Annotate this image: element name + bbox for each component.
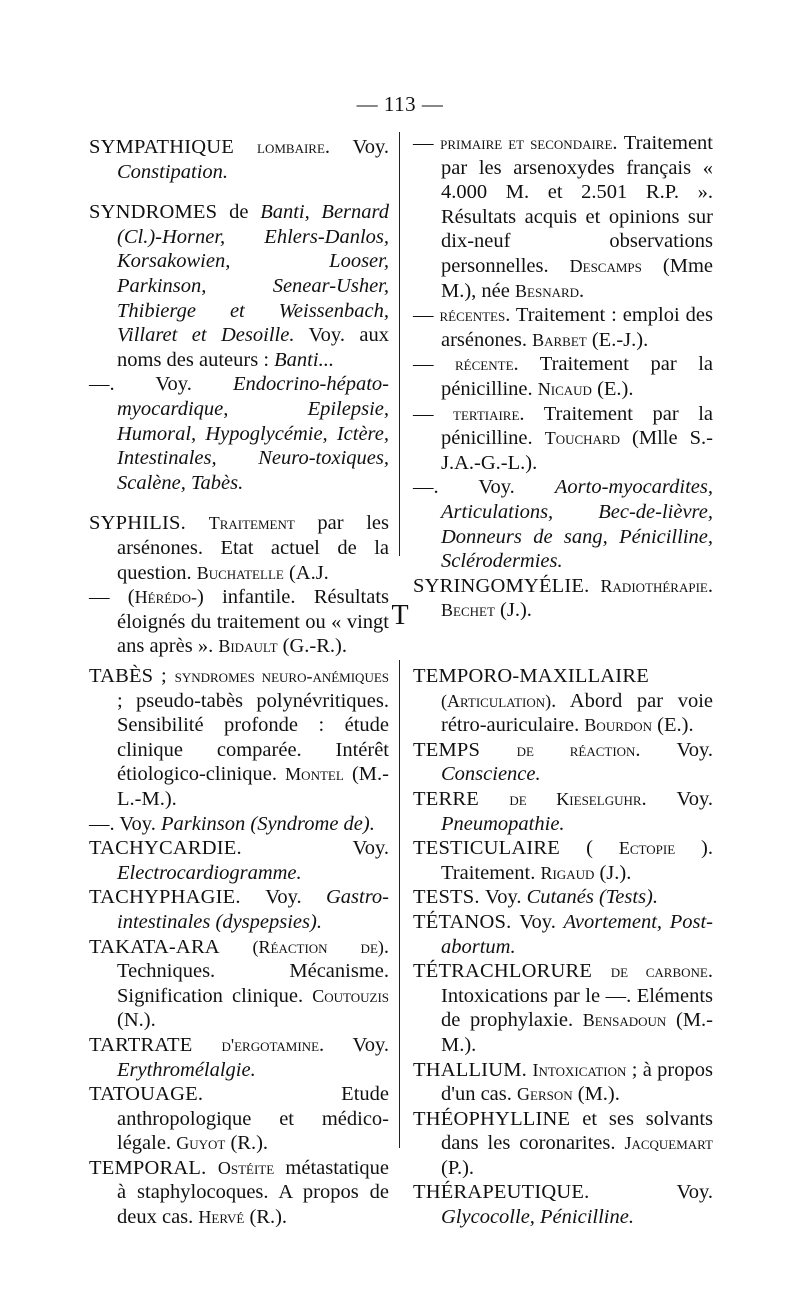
entry-text: . Voy. — [635, 738, 713, 761]
entry-text: . — [707, 574, 713, 597]
entry-italic: Banti, Bernard (Cl.)-Horner, Ehlers-Danlos, Korsakowien, Looser, Parkinson, Senear-Usher, Thibierge et Weissenbach, Villaret et Desoille. — [117, 201, 389, 347]
entry-italic: Banti... — [274, 348, 334, 371]
entry-small-caps: Intoxication — [532, 1059, 627, 1080]
entry-italic: Cutanés (Tests). — [526, 886, 658, 909]
index-entry-temporo — [413, 664, 713, 738]
entry-text: — — [413, 402, 454, 425]
entry-text: Etude anthropologique et médico-légale. — [117, 1083, 389, 1155]
entry-small-caps: Nicaud — [537, 378, 592, 399]
entry-text: ; pseudo-tabès polynévritiques. Sensibilité profonde : étude clinique comparée. Intérêt étiologico-clinique. — [117, 689, 389, 786]
page-number: — 113 — — [356, 92, 444, 116]
entry-text: (E.). — [652, 714, 694, 737]
entry-headword: TAKATA-ARA — [89, 935, 253, 958]
entry-small-caps: (Articulation) — [441, 690, 552, 711]
entry-text: et ses solvants dans les coronarites. — [441, 1107, 713, 1155]
entry-text: (N.). — [117, 1009, 156, 1032]
entry-italic: Electrocardiogramme. — [117, 861, 302, 884]
entry-small-caps: syndromes neuro-anémiques — [174, 666, 390, 686]
entry-small-caps: primaire et secondaire — [440, 133, 613, 153]
entry-small-caps: de carbone — [610, 961, 708, 982]
entry-italic: Avortement, Post-abortum. — [441, 910, 713, 958]
entry-italic: Pneumopathie. — [441, 812, 565, 835]
entry-small-caps: Montel — [285, 764, 344, 785]
entry-small-caps: Traitement — [208, 513, 295, 534]
entry-italic: Parkinson (Syndrome de). — [160, 812, 375, 835]
index-entry-tests — [413, 885, 713, 910]
entry-headword: TÉTANOS. — [413, 910, 520, 933]
entry-text: (P.). — [441, 1156, 475, 1179]
entry-small-caps: Bechet — [441, 600, 495, 621]
entry-text: . Voy. — [324, 136, 389, 158]
entry-text: (J.). — [494, 599, 532, 622]
column-rule-top — [399, 132, 400, 556]
column-rule-bottom — [399, 660, 400, 1148]
index-entry-takata — [89, 935, 389, 1033]
index-entry-temps — [413, 738, 713, 787]
index-entry-recentes — [413, 303, 713, 352]
entry-small-caps: récente — [455, 354, 514, 375]
entry-headword: TEMPS — [413, 738, 517, 761]
entry-headword: TESTS. — [413, 886, 486, 909]
entry-small-caps: Besnard — [515, 280, 580, 301]
entry-small-caps: d'ergotamine — [221, 1034, 320, 1055]
entry-text: Voy. — [676, 1181, 713, 1204]
entry-text: Voy. — [352, 837, 389, 860]
index-entry-terre — [413, 787, 713, 836]
entry-headword: SYPHILIS. — [89, 512, 209, 535]
index-entry-recente — [413, 352, 713, 401]
index-entry-theophylline — [413, 1107, 713, 1181]
entry-text: (J.). — [594, 861, 632, 884]
index-entry-therapeutique — [413, 1180, 713, 1229]
entry-text: . Traitement par la pénicilline. — [441, 402, 713, 450]
index-entry-syphilis — [89, 511, 389, 585]
entry-small-caps: Coutouzis — [312, 985, 389, 1006]
entry-text: . Voy. — [319, 1033, 389, 1056]
entry-text: (A.J. — [283, 561, 329, 584]
entry-headword: TEMPORAL. — [89, 1156, 218, 1179]
entry-headword: TARTRATE — [89, 1033, 222, 1056]
entry-italic: Constipation. — [117, 160, 229, 183]
index-entry-temporal — [89, 1156, 389, 1230]
entry-headword: TABÈS ; — [89, 665, 175, 687]
index-entry-primaire — [413, 131, 713, 303]
entry-text: — — [413, 132, 441, 154]
index-entry-tabes — [89, 664, 389, 812]
entry-headword: SYRINGOMYÉLIE. — [413, 574, 601, 597]
index-entry-syndromes — [89, 200, 389, 372]
section-letter: T — [391, 600, 409, 631]
entry-small-caps: Touchard — [544, 428, 620, 449]
entry-small-caps: Ostéite — [217, 1157, 275, 1178]
entry-small-caps: Radiothérapie — [600, 575, 708, 596]
entry-text: . Techniques. Mécanisme. Signification clinique. — [117, 935, 390, 1007]
entry-text: (M.-M.). — [441, 1009, 713, 1056]
entry-small-caps: Rigaud — [540, 862, 595, 883]
entry-headword: TACHYPHAGIE. — [89, 886, 266, 909]
entry-text: . Traitement par les arsenoxydes français « 4.000 M. et 2.501 R.P. ». Résultats acquis et opinions sur dix-neuf observations personnelles. — [441, 132, 713, 277]
entry-headword: TERRE — [413, 787, 510, 810]
entry-text: ( — [586, 837, 619, 860]
entry-headword: THÉRAPEUTIQUE. — [413, 1181, 677, 1204]
entry-headword: TÉTRACHLORURE — [413, 960, 611, 983]
entry-italic: Endocrino-hépato-myocardique, Epilepsie, Humoral, Hypoglycémie, Ictère, Intestinales, Neuro-toxiques, Scalène, Tabès. — [117, 373, 389, 494]
index-column-top-right — [413, 131, 713, 623]
entry-text: Voy. — [485, 886, 527, 909]
entry-text: par les arsénones. Etat actuel de la question. — [117, 512, 389, 584]
entry-small-caps: Gerson — [517, 1084, 573, 1105]
index-column-top-left — [89, 135, 389, 659]
entry-small-caps: Descamps — [569, 255, 642, 276]
entry-headword: TESTICULAIRE — [413, 837, 587, 860]
entry-text: (E.-J.). — [586, 328, 649, 351]
entry-text: — ( — [89, 586, 135, 609]
entry-small-caps: Jacquemart — [624, 1133, 713, 1154]
entry-small-caps: lombaire — [257, 137, 325, 157]
entry-text: Voy. aux noms des auteurs : — [117, 324, 389, 371]
entry-small-caps: Bensadoun — [582, 1010, 667, 1031]
entry-italic: Glycocolle, Pénicilline. — [441, 1206, 634, 1229]
entry-text: métastatique à staphylocoques. A propos de deux cas. — [117, 1156, 389, 1229]
index-entry-tachyphagie — [89, 885, 389, 934]
entry-headword: TATOUAGE. — [89, 1083, 342, 1106]
entry-text: (M.-L.-M.). — [117, 763, 389, 810]
entry-small-caps: (Réaction de) — [252, 936, 384, 957]
entry-text: . Abord par voie rétro-auriculaire. — [441, 689, 713, 737]
entry-text: . — [579, 279, 585, 302]
entry-headword: TEMPORO-MAXILLAIRE — [413, 665, 649, 687]
index-entry-tartrate — [89, 1033, 389, 1082]
index-column-bottom-left — [89, 664, 389, 1230]
entry-text: Voy. — [519, 910, 564, 933]
index-column-bottom-right — [413, 664, 713, 1230]
entry-text: (R.). — [244, 1206, 288, 1229]
entry-headword: TACHYCARDIE. — [89, 837, 353, 860]
entry-italic: Erythromélalgie. — [117, 1058, 256, 1081]
entry-small-caps: Guyot — [176, 1133, 226, 1154]
index-entry-thallium — [413, 1058, 713, 1107]
index-entry-tetanos — [413, 910, 713, 959]
entry-small-caps: Barbet — [532, 329, 587, 350]
entry-small-caps: Ectopie — [618, 838, 676, 859]
entry-text: Voy. — [265, 886, 326, 909]
entry-text: . Voy. — [641, 787, 713, 810]
entry-text: ; à propos d'un cas. — [441, 1058, 713, 1106]
entry-text: —. Voy. — [89, 373, 233, 396]
entry-small-caps: Bidault — [218, 636, 278, 657]
entry-small-caps: récentes — [439, 305, 506, 326]
entry-small-caps: Buchatelle — [196, 562, 284, 583]
entry-text: ). Traitement. — [441, 837, 713, 884]
entry-text: — — [413, 304, 440, 327]
entry-text: (G.-R.). — [277, 635, 348, 658]
entry-text: (Mme M.), née — [441, 254, 713, 302]
index-entry-tertiaire — [413, 402, 713, 476]
entry-headword: SYNDROMES — [89, 201, 230, 224]
index-entry-syndromes-voy — [89, 372, 389, 495]
entry-small-caps: Bourdon — [584, 715, 653, 736]
entry-text: (M.). — [572, 1083, 620, 1106]
entry-text: — — [413, 353, 456, 376]
index-entry-syphilis-voy — [413, 475, 713, 573]
entry-text: (R.). — [225, 1132, 269, 1155]
entry-italic: Gastro-intestinales (dyspepsies). — [117, 886, 389, 933]
index-entry-tatouage — [89, 1082, 389, 1156]
entry-text: . Intoxications par le —. Eléments de prophylaxie. — [441, 960, 713, 1032]
entry-headword: THÉOPHYLLINE — [413, 1107, 583, 1130]
entry-small-caps: de Kieselguhr — [509, 788, 642, 809]
index-entry-sympathique — [89, 135, 389, 184]
entry-italic: Conscience. — [441, 763, 541, 786]
entry-text: —. Voy. — [413, 476, 555, 499]
entry-text: de — [229, 201, 261, 224]
entry-headword: THALLIUM. — [413, 1058, 533, 1081]
entry-small-caps: tertiaire — [453, 403, 520, 424]
entry-small-caps: Hervé — [198, 1207, 245, 1228]
entry-italic: Aorto-myocardites, Articulations, Bec-de-lièvre, Donneurs de sang, Pénicilline, Sclérodermies. — [441, 476, 713, 573]
index-entry-tabes-voy — [89, 812, 389, 837]
entry-small-caps: de réaction — [516, 739, 636, 760]
index-entry-tetrachlorure — [413, 959, 713, 1057]
entry-small-caps: Hérédo- — [134, 587, 197, 608]
entry-text: (Mlle S.-J.A.-G.-L.). — [441, 427, 713, 474]
entry-text: —. Voy. — [89, 812, 161, 835]
entry-text: (E.). — [591, 377, 634, 400]
index-entry-testiculaire — [413, 836, 713, 885]
entry-text: . Traitement par la pénicilline. — [441, 353, 713, 400]
entry-text: . Traitement : emploi des arsénones. — [441, 304, 713, 351]
entry-headword: SYMPATHIQUE — [89, 136, 258, 158]
entry-text: ) infantile. Résultats éloignés du traitement ou « vingt ans après ». — [117, 586, 390, 658]
index-entry-tachycardie — [89, 836, 389, 885]
